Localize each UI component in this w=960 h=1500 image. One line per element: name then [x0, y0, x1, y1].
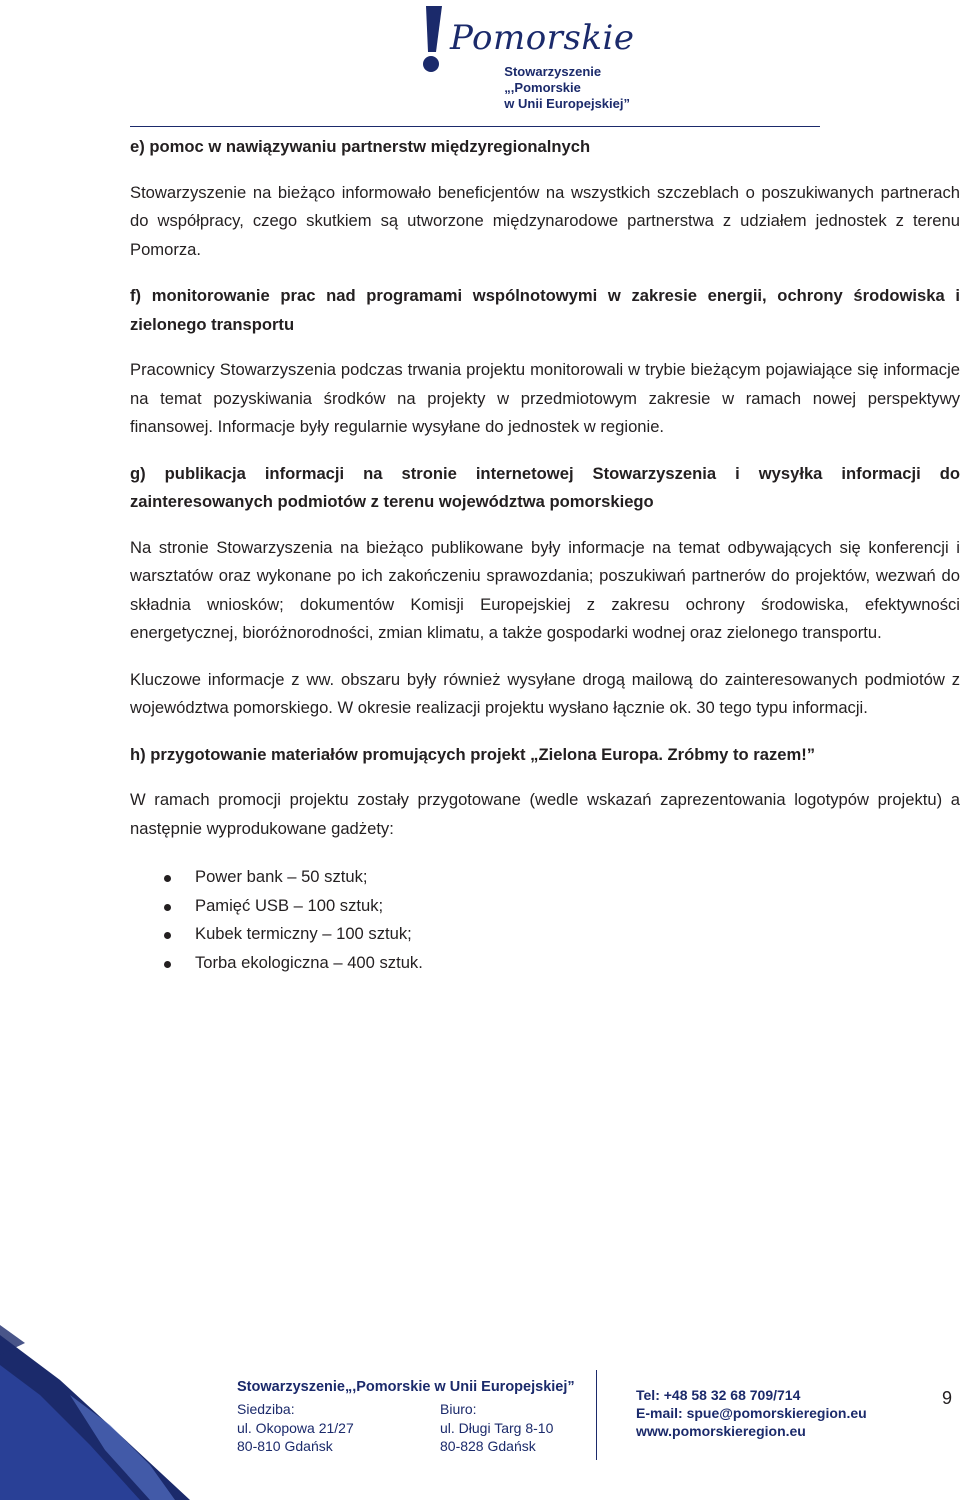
footer-seat	[237, 1400, 354, 1456]
footer-email-link[interactable]: E-mail: spue@pomorskieregion.eu	[636, 1405, 867, 1421]
section-g-paragraph: Na stronie Stowarzyszenia na bieżąco publikowane były informacje na temat odbywających się konferencji i warsztatów oraz wykonane po ich zakończeniu sprawozdania; poszukiwań partnerów do projektów, wezwań do składnia wniosków; dokumentów Komisji Europejskiej z zakresu ochrony środowiska, efektywności energetycznej, bioróżnorodności, zmian klimatu, a także gospodarki wodnej oraz zielonego transportu.	[130, 537, 960, 642]
list-item-text: Pamięć USB – 100 sztuk;	[195, 895, 384, 915]
exclamation-logo-mark-icon	[412, 4, 452, 76]
section-h-heading: h) przygotowanie materiałów promujących projekt „Zielona Europa. Zróbmy to razem!”	[130, 744, 816, 764]
footer-org-name: Stowarzyszenie„,Pomorskie w Unii Europejskiej”	[237, 1379, 575, 1395]
document-body	[130, 133, 960, 977]
section-g-paragraph: Kluczowe informacje z ww. obszaru były również wysyłane drogą mailową do zainteresowanych podmiotów z województwa pomorskiego. W okresie realizacji projektu wysłano łącznie ok. 30 tego typu informacji.	[130, 669, 960, 717]
page-number: 9	[942, 1388, 953, 1408]
list-item	[130, 863, 960, 892]
header-divider	[130, 126, 820, 127]
list-item	[130, 920, 960, 949]
footer-seat-label: Siedziba:	[237, 1401, 295, 1417]
footer-contact	[636, 1386, 867, 1440]
bullet-icon	[164, 961, 171, 968]
footer-address	[237, 1378, 575, 1454]
logo-subtitle-line: Stowarzyszenie	[504, 64, 602, 79]
list-item-text: Torba ekologiczna – 400 sztuk.	[195, 952, 423, 972]
list-item	[130, 892, 960, 921]
section-e-heading: e) pomoc w nawiązywaniu partnerstw międzyregionalnych	[130, 137, 591, 156]
footer-office	[440, 1400, 553, 1456]
logo-subtitle-line: „,Pomorskie	[504, 80, 581, 95]
footer-divider	[596, 1370, 597, 1460]
list-item	[130, 949, 960, 978]
footer-seat-street: ul. Okopowa 21/27	[237, 1419, 354, 1436]
bullet-icon	[164, 932, 171, 939]
footer-office-street: ul. Długi Targ 8-10	[440, 1419, 554, 1436]
bullet-icon	[164, 875, 171, 882]
footer-office-city: 80-828 Gdańsk	[440, 1438, 536, 1454]
section-h-paragraph: W ramach promocji projektu zostały przygotowane (wedle wskazań zaprezentowania logotypów projektu) a następnie wyprodukowane gadżety:	[130, 790, 960, 838]
logo-subtitle-line: w Unii Europejskiej”	[504, 96, 630, 111]
section-g-heading: g) publikacja informacji na stronie internetowej Stowarzyszenia i wysyłka informacji do zainteresowanych podmiotów z terenu województwa pomorskiego	[130, 463, 960, 511]
logo-wordmark: Pomorskie	[450, 18, 635, 58]
section-f-heading: f) monitorowanie prac nad programami wspólnotowymi w zakresie energii, ochrony środowiska i zielonego transportu	[130, 286, 960, 334]
logo-subtitle	[504, 64, 630, 112]
gadget-list	[130, 863, 960, 977]
section-f-paragraph: Pracownicy Stowarzyszenia podczas trwania projektu monitorowali w trybie bieżącym pojawiające się informacje na temat pozyskiwania środków na projekty w przedmiotowym zakresie w ramach nowej perspektywy finansowej. Informacje były regularnie wysyłane do jednostek w regionie.	[130, 360, 960, 436]
footer-website-link[interactable]: www.pomorskieregion.eu	[636, 1423, 806, 1439]
footer-phone: Tel: +48 58 32 68 709/714	[636, 1387, 801, 1403]
footer-seat-city: 80-810 Gdańsk	[237, 1438, 333, 1454]
bullet-icon	[164, 904, 171, 911]
pomorskie-logo	[412, 4, 642, 110]
footer-wave-graphic-icon	[0, 1325, 230, 1500]
section-e-paragraph: Stowarzyszenie na bieżąco informowało beneficjentów na wszystkich szczeblach o poszukiwanych partnerach do współpracy, czego skutkiem są utworzone międzynarodowe partnerstwa z udziałem jednostek z terenu Pomorza.	[130, 182, 960, 259]
list-item-text: Kubek termiczny – 100 sztuk;	[195, 924, 412, 943]
list-item-text: Power bank – 50 sztuk;	[195, 867, 368, 886]
footer-office-label: Biuro:	[440, 1401, 477, 1417]
